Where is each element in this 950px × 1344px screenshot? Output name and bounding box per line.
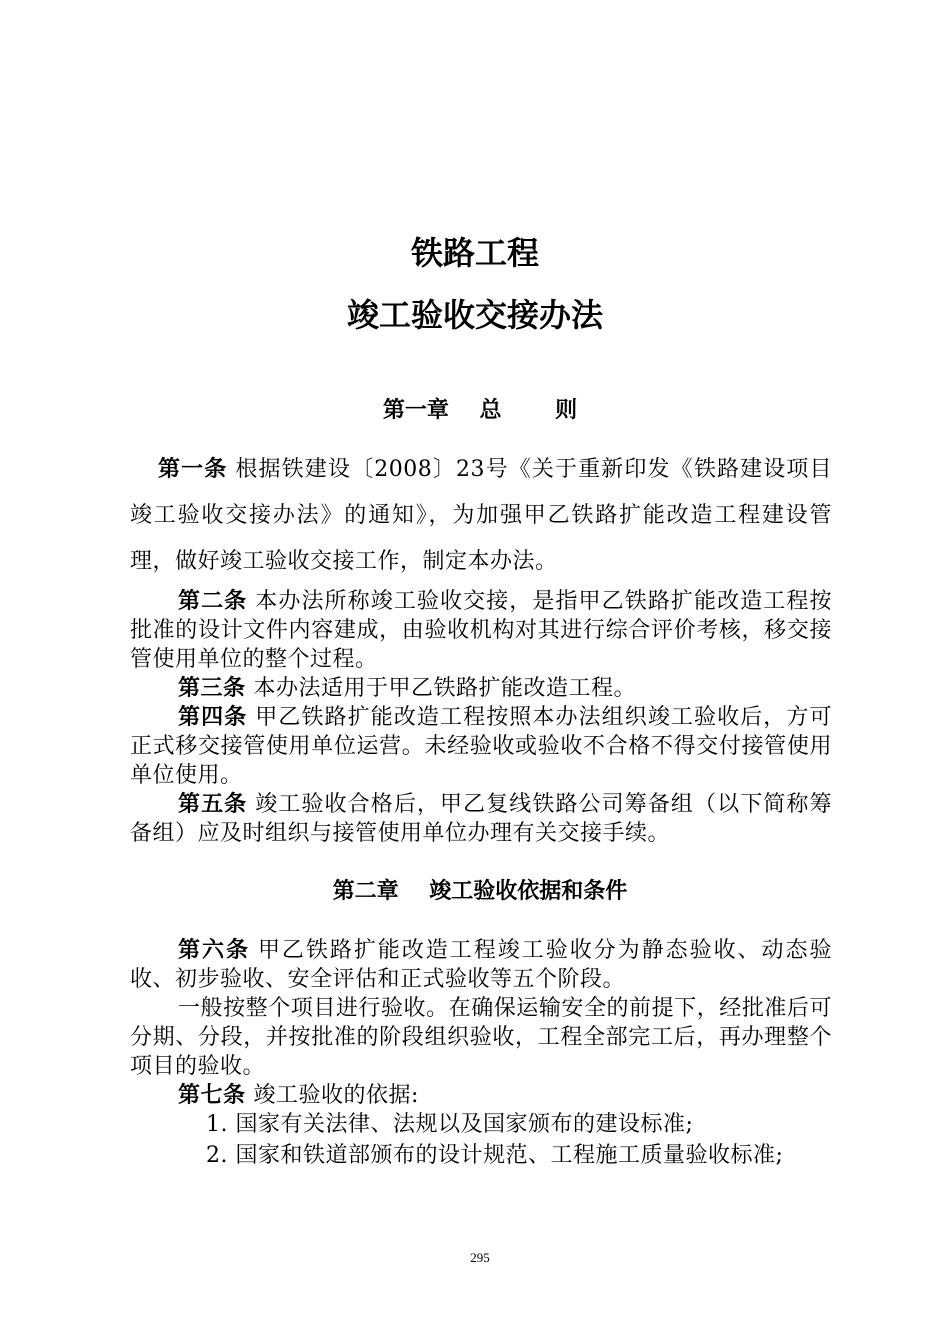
article-text: 甲乙铁路扩能改造工程竣工验收分为静态验收、动态验收、初步验收、安全评估和正式验收等五个阶段。 [130,938,832,992]
page-number: 295 [470,1250,490,1265]
article-4 [130,703,832,790]
article-text: 本办法适用于甲乙铁路扩能改造工程。 [253,676,637,701]
article-label: 第三条 [178,676,246,701]
chapter-heading-1: 第一章 总 则 [382,398,578,423]
article-label: 第七条 [178,1083,246,1108]
article-label: 第五条 [178,792,248,817]
article-label: 第一条 [158,457,228,482]
article-text: 竣工验收的依据: [253,1083,419,1108]
article-label: 第四条 [178,705,248,730]
article-text: 一般按整个项目进行验收。在确保运输安全的前提下，经批准后可分期、分段，并按批准的阶段组织验收，工程全部完工后，再办理整个项目的验收。 [130,996,832,1079]
document-title-line1: 铁路工程 [410,234,539,272]
article-1 [130,447,832,585]
article-2 [130,587,832,674]
article-3 [130,674,832,703]
article-7 [130,1081,832,1110]
article-text: 本办法所称竣工验收交接，是指甲乙铁路扩能改造工程按批准的设计文件内容建成，由验收机构对其进行综合评价考核，移交接管使用单位的整个过程。 [130,589,832,672]
document-title-line2: 竣工验收交接办法 [346,296,603,334]
article-6 [130,936,832,994]
article-text: 竣工验收合格后，甲乙复线铁路公司筹备组（以下简称筹备组）应及时组织与接管使用单位办理有关交接手续。 [130,792,832,846]
article-label: 第二条 [178,589,248,614]
article-label: 第六条 [178,938,250,963]
article-text: 甲乙铁路扩能改造工程按照本办法组织竣工验收后，方可正式移交接管使用单位运营。未经验收或验收不合格不得交付接管使用单位使用。 [130,705,832,788]
article-text: 根据铁建设〔2008〕23号《关于重新印发《铁路建设项目竣工验收交接办法》的通知》，为加强甲乙铁路扩能改造工程建设管理，做好竣工验收交接工作，制定本办法。 [130,457,832,574]
article-5 [130,790,832,848]
chapter-heading-2: 第二章 竣工验收依据和条件 [332,879,628,904]
article-6-paragraph-2 [130,994,832,1081]
list-item-1: 1. 国家有关法律、法规以及国家颁布的建设标准; [206,1112,694,1137]
list-item-2: 2. 国家和铁道部颁布的设计规范、工程施工质量验收标准; [206,1143,784,1168]
